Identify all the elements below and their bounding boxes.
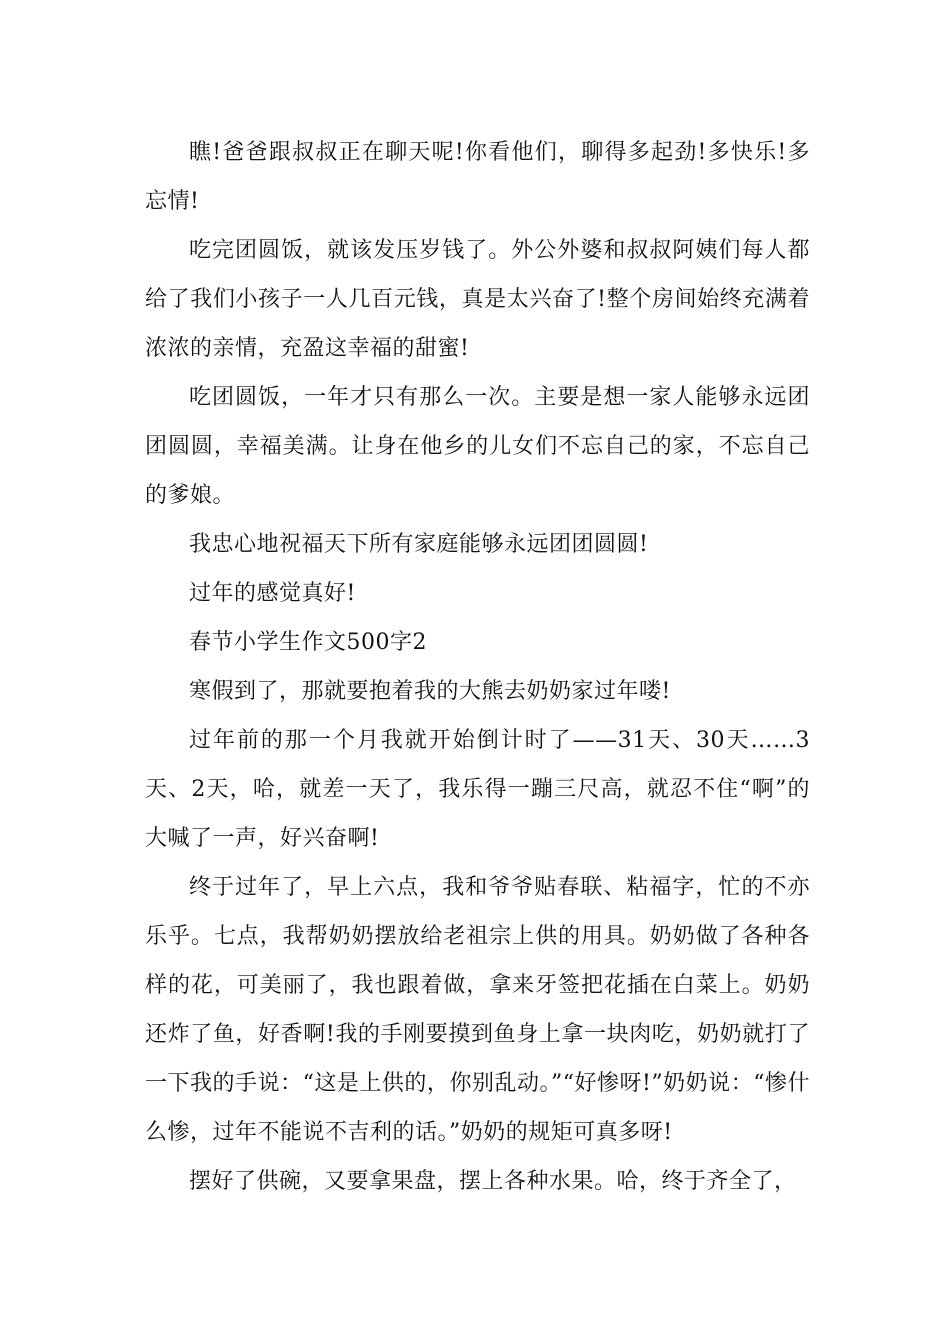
paragraph-9: 摆好了供碗，又要拿果盘，摆上各种水果。哈，终于齐全了， — [189, 1169, 797, 1194]
paragraph-6: 寒假到了，那就要抱着我的大熊去奶奶家过年喽! — [189, 679, 671, 704]
paragraph-2: 吃完团圆饭，就该发压岁钱了。外公外婆和叔叔阿姨们每人都给了我们小孩子一人几百元钱，真是太兴奋了!整个房间始终充满着浓浓的亲情，充盈这幸福的甜蜜! — [145, 238, 810, 361]
section-title: 春节小学生作文500字2 — [189, 630, 427, 655]
article-body — [145, 128, 810, 1206]
paragraph-1: 瞧!爸爸跟叔叔正在聊天呢!你看他们，聊得多起劲!多快乐!多忘情! — [145, 140, 810, 214]
paragraph-7: 过年前的那一个月我就开始倒计时了——31天、30天……3天、2天，哈，就差一天了，我乐得一蹦三尺高，就忍不住“啊”的大喊了一声，好兴奋啊! — [145, 728, 810, 851]
paragraph-4: 我忠心地祝福天下所有家庭能够永远团团圆圆! — [189, 532, 649, 557]
paragraph-5: 过年的感觉真好! — [189, 581, 356, 606]
paragraph-8: 终于过年了，早上六点，我和爷爷贴春联、粘福字，忙的不亦乐乎。七点，我帮奶奶摆放给老祖宗上供的用具。奶奶做了各种各样的花，可美丽了，我也跟着做，拿来牙签把花插在白菜上。奶奶还炸了鱼，好香啊!我的手刚要摸到鱼身上拿一块肉吃，奶奶就打了一下我的手说：“这是上供的，你别乱动。”“好惨呀!”奶奶说：“惨什么惨，过年不能说不吉利的话。”奶奶的规矩可真多呀! — [145, 875, 810, 1145]
paragraph-3: 吃团圆饭，一年才只有那么一次。主要是想一家人能够永远团团圆圆，幸福美满。让身在他乡的儿女们不忘自己的家，不忘自己的爹娘。 — [145, 385, 810, 508]
